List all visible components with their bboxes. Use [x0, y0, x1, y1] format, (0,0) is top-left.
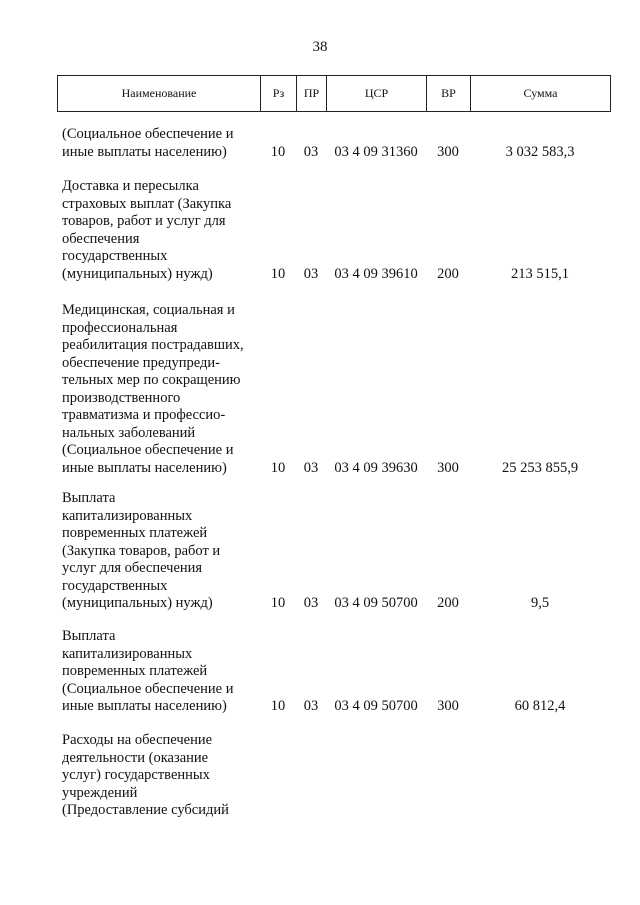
- name-line: Медицинская, социальная и: [62, 302, 235, 318]
- name-line: (Социальное обеспечение и: [62, 126, 234, 142]
- cell-name: [62, 178, 260, 283]
- name-line: повременных платежей: [62, 525, 208, 541]
- name-line: услуг) государственных: [62, 767, 210, 783]
- name-line: капитализированных: [62, 645, 193, 662]
- name-line: (Социальное обеспечение и: [62, 442, 234, 458]
- cell-pr: 03: [303, 265, 319, 282]
- cell-sum: 213 515,1: [511, 265, 569, 282]
- cell-sum: 25 253 855,9: [501, 459, 579, 476]
- name-line: иные выплаты населению): [62, 143, 227, 160]
- cell-csr: 03 4 09 39630: [334, 459, 418, 476]
- cell-csr: 03 4 09 31360: [334, 143, 418, 160]
- page-number: 38: [312, 39, 328, 55]
- cell-csr: 03 4 09 50700: [334, 595, 418, 611]
- name-line: нальных заболеваний: [62, 424, 196, 441]
- name-line: товаров, работ и услуг для: [62, 213, 226, 229]
- cell-csr: 03 4 09 50700: [334, 698, 418, 714]
- name-line: реабилитация пострадавших,: [62, 337, 244, 353]
- cell-rz: 10: [270, 459, 286, 476]
- name-line: (муниципальных) нужд): [62, 265, 213, 282]
- cell-vr: 200: [437, 595, 459, 611]
- name-line: (муниципальных) нужд): [62, 595, 213, 611]
- cell-pr: 03: [303, 143, 319, 160]
- cell-sum: 9,5: [530, 595, 550, 611]
- name-line: тельных мер по сокращению: [62, 372, 241, 388]
- name-line: иные выплаты населению): [62, 459, 227, 476]
- cell-rz: 10: [270, 595, 286, 611]
- name-line: производственного: [62, 389, 181, 406]
- name-line: обеспечения: [62, 230, 140, 247]
- name-line: (Социальное обеспечение и: [62, 680, 234, 697]
- name-line: Расходы на обеспечение: [62, 732, 213, 748]
- cell-name: [62, 490, 260, 613]
- cell-name: [62, 732, 260, 820]
- name-line: государственных: [62, 577, 168, 594]
- name-line: травматизма и профессио-: [62, 407, 226, 423]
- cell-vr: 300: [437, 698, 459, 714]
- cell-vr: 300: [437, 143, 459, 160]
- cell-vr: 300: [437, 459, 459, 476]
- cell-csr: 03 4 09 39610: [334, 265, 418, 282]
- cell-sum: 60 812,4: [514, 698, 566, 714]
- cell-pr: 03: [303, 698, 319, 714]
- name-line: деятельности (оказание: [62, 749, 209, 766]
- name-line: иные выплаты населению): [62, 698, 227, 714]
- cell-sum: 3 032 583,3: [505, 143, 575, 160]
- header-sum: Сумма: [471, 76, 611, 112]
- cell-name: [62, 302, 260, 477]
- cell-pr: 03: [303, 595, 319, 611]
- name-line: (Предоставление субсидий: [62, 802, 229, 818]
- cell-rz: 10: [270, 265, 286, 282]
- name-line: услуг для обеспечения: [62, 560, 203, 576]
- cell-pr: 03: [303, 459, 319, 476]
- cell-rz: 10: [270, 143, 286, 160]
- cell-rz: 10: [270, 698, 286, 714]
- name-line: страховых выплат (Закупка: [62, 195, 232, 212]
- name-line: Выплата: [62, 628, 116, 644]
- name-line: государственных: [62, 248, 168, 264]
- name-line: повременных платежей: [62, 663, 208, 679]
- table-header: [57, 75, 611, 112]
- header-pr: ПР: [297, 76, 327, 112]
- header-vr: ВР: [427, 76, 471, 112]
- header-name: Наименование: [58, 76, 261, 112]
- cell-name: [62, 126, 260, 161]
- name-line: Доставка и пересылка: [62, 178, 199, 194]
- name-line: учреждений: [62, 784, 138, 801]
- name-line: обеспечение предупреди-: [62, 354, 220, 371]
- name-line: профессиональная: [62, 319, 178, 336]
- name-line: Выплата: [62, 490, 116, 506]
- cell-name: [62, 628, 260, 716]
- name-line: (Закупка товаров, работ и: [62, 542, 221, 559]
- header-rz: Рз: [261, 76, 297, 112]
- name-line: капитализированных: [62, 507, 193, 524]
- header-csr: ЦСР: [327, 76, 427, 112]
- cell-vr: 200: [437, 265, 459, 282]
